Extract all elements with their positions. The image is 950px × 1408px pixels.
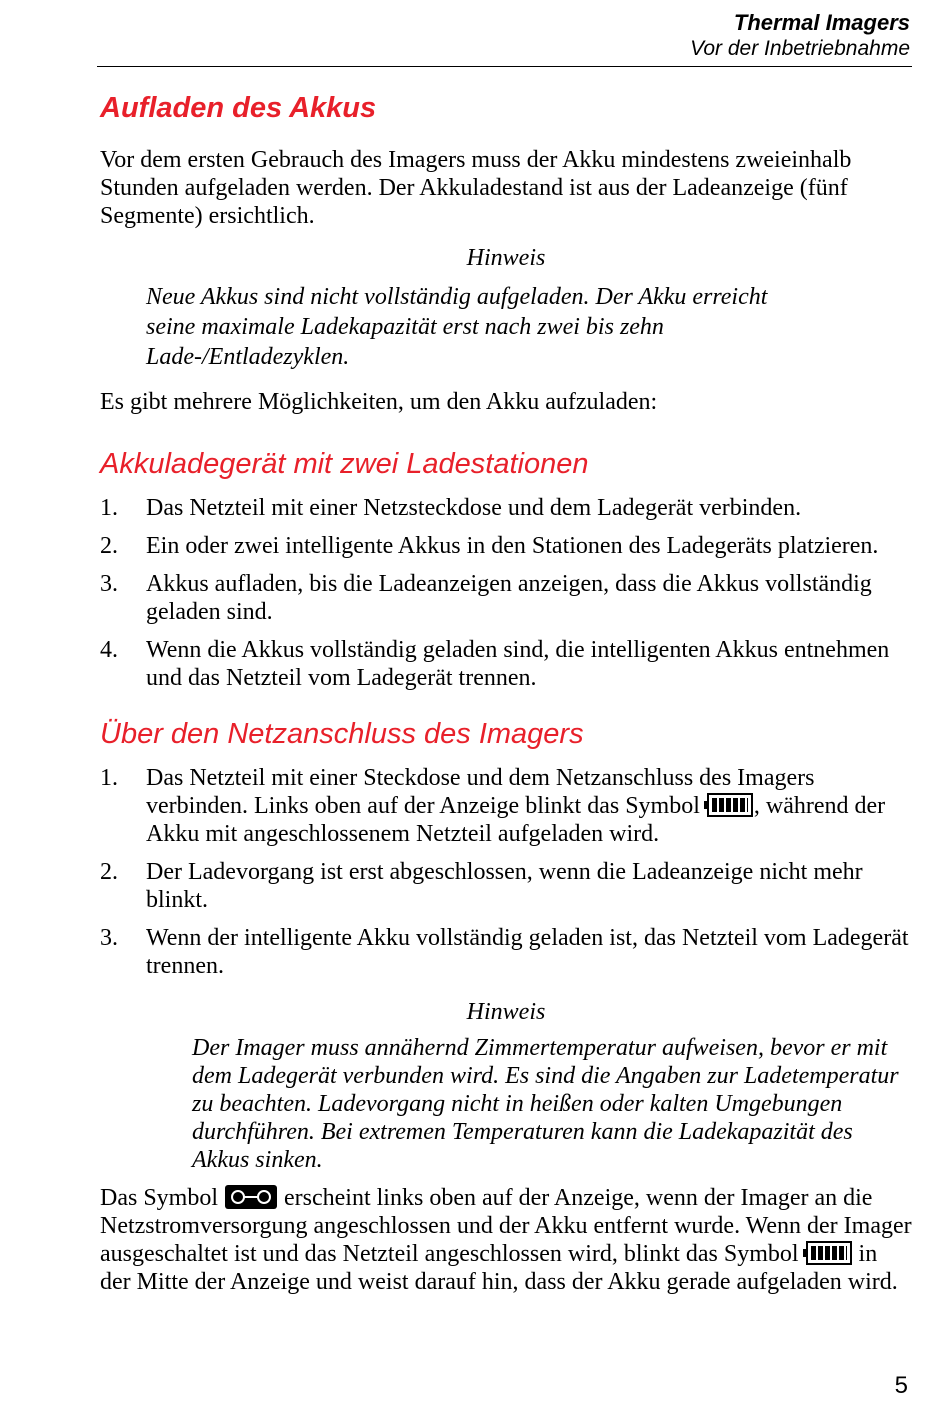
mains-steps (100, 764, 912, 980)
charger-steps (100, 494, 912, 692)
list-item: 1. Das Netzteil mit einer Steckdose und dem Netzanschluss des Imagers verbinden. Links oben auf der Anzeige blinkt das Symbol , während der Akku mit angeschlossenem Netzteil aufgeladen wird. (100, 765, 886, 847)
section-title: Aufladen des Akkus (100, 92, 377, 124)
list-item: 4. Wenn die Akkus vollständig geladen sind, die intelligenten Akkus entnehmen und das Netzteil vom Ladegerät trennen. (100, 637, 890, 691)
list-item: 3. Wenn der intelligente Akku vollständig geladen ist, das Netzteil vom Ladegerät trennen. (100, 925, 909, 979)
header-divider (97, 66, 912, 67)
note-label: Hinweis (466, 999, 546, 1025)
final-paragraph: Das Symbol erscheint links oben auf der Anzeige, wenn der Imager an die Netzstromversorgung angeschlossen und der Akku entfernt wurde. Wenn der Imager ausgeschaltet ist und das Netzteil angeschlossen wird, blinkt das Symbol in der Mitte der Anzeige und weist darauf hin, dass der Akku gerade aufgeladen wird. (100, 1185, 912, 1295)
header-title: Thermal Imagers (733, 10, 910, 35)
ac-power-icon (225, 1185, 277, 1209)
list-item: 3. Akkus aufladen, bis die Ladeanzeigen anzeigen, dass die Akkus vollständig geladen sind. (100, 571, 872, 625)
page-header (690, 10, 910, 62)
options-paragraph: Es gibt mehrere Möglichkeiten, um den Akku aufzuladen: (100, 389, 658, 415)
note-label: Hinweis (466, 245, 546, 271)
intro-paragraph: Vor dem ersten Gebrauch des Imagers muss der Akku mindestens zweieinhalb Stunden aufgeladen werden. Der Akkuladestand ist aus der Ladeanzeige (fünf Segmente) ersichtlich. (100, 147, 852, 229)
list-item: 2. Der Ladevorgang ist erst abgeschlossen, wenn die Ladeanzeige nicht mehr blinkt. (100, 859, 863, 913)
header-subtitle: Vor der Inbetriebnahme (690, 37, 910, 60)
battery-charging-icon (707, 793, 753, 817)
list-item: 2. Ein oder zwei intelligente Akkus in den Stationen des Ladegeräts platzieren. (100, 533, 879, 559)
list-item: 1. Das Netzteil mit einer Netzsteckdose und dem Ladegerät verbinden. (100, 495, 802, 521)
page-number: 5 (894, 1372, 908, 1399)
mains-subtitle: Über den Netzanschluss des Imagers (100, 718, 584, 750)
page-content (100, 88, 912, 1296)
charger-subtitle: Akkuladegerät mit zwei Ladestationen (100, 448, 589, 480)
note-text: Neue Akkus sind nicht vollständig aufgeladen. Der Akku erreicht seine maximale Ladekapazität erst nach zwei bis zehn Lade-/Entladezyklen. (146, 284, 768, 370)
battery-charging-icon (806, 1241, 852, 1265)
note-text: Der Imager muss annähernd Zimmertemperatur aufweisen, bevor er mit dem Ladegerät verbunden wird. Es sind die Angaben zur Ladetemperatur zu beachten. Ladevorgang nicht in heißen oder kalten Umgebungen durchführen. Bei extremen Temperaturen kann die Ladekapazität des Akkus sinken. (192, 1035, 899, 1173)
